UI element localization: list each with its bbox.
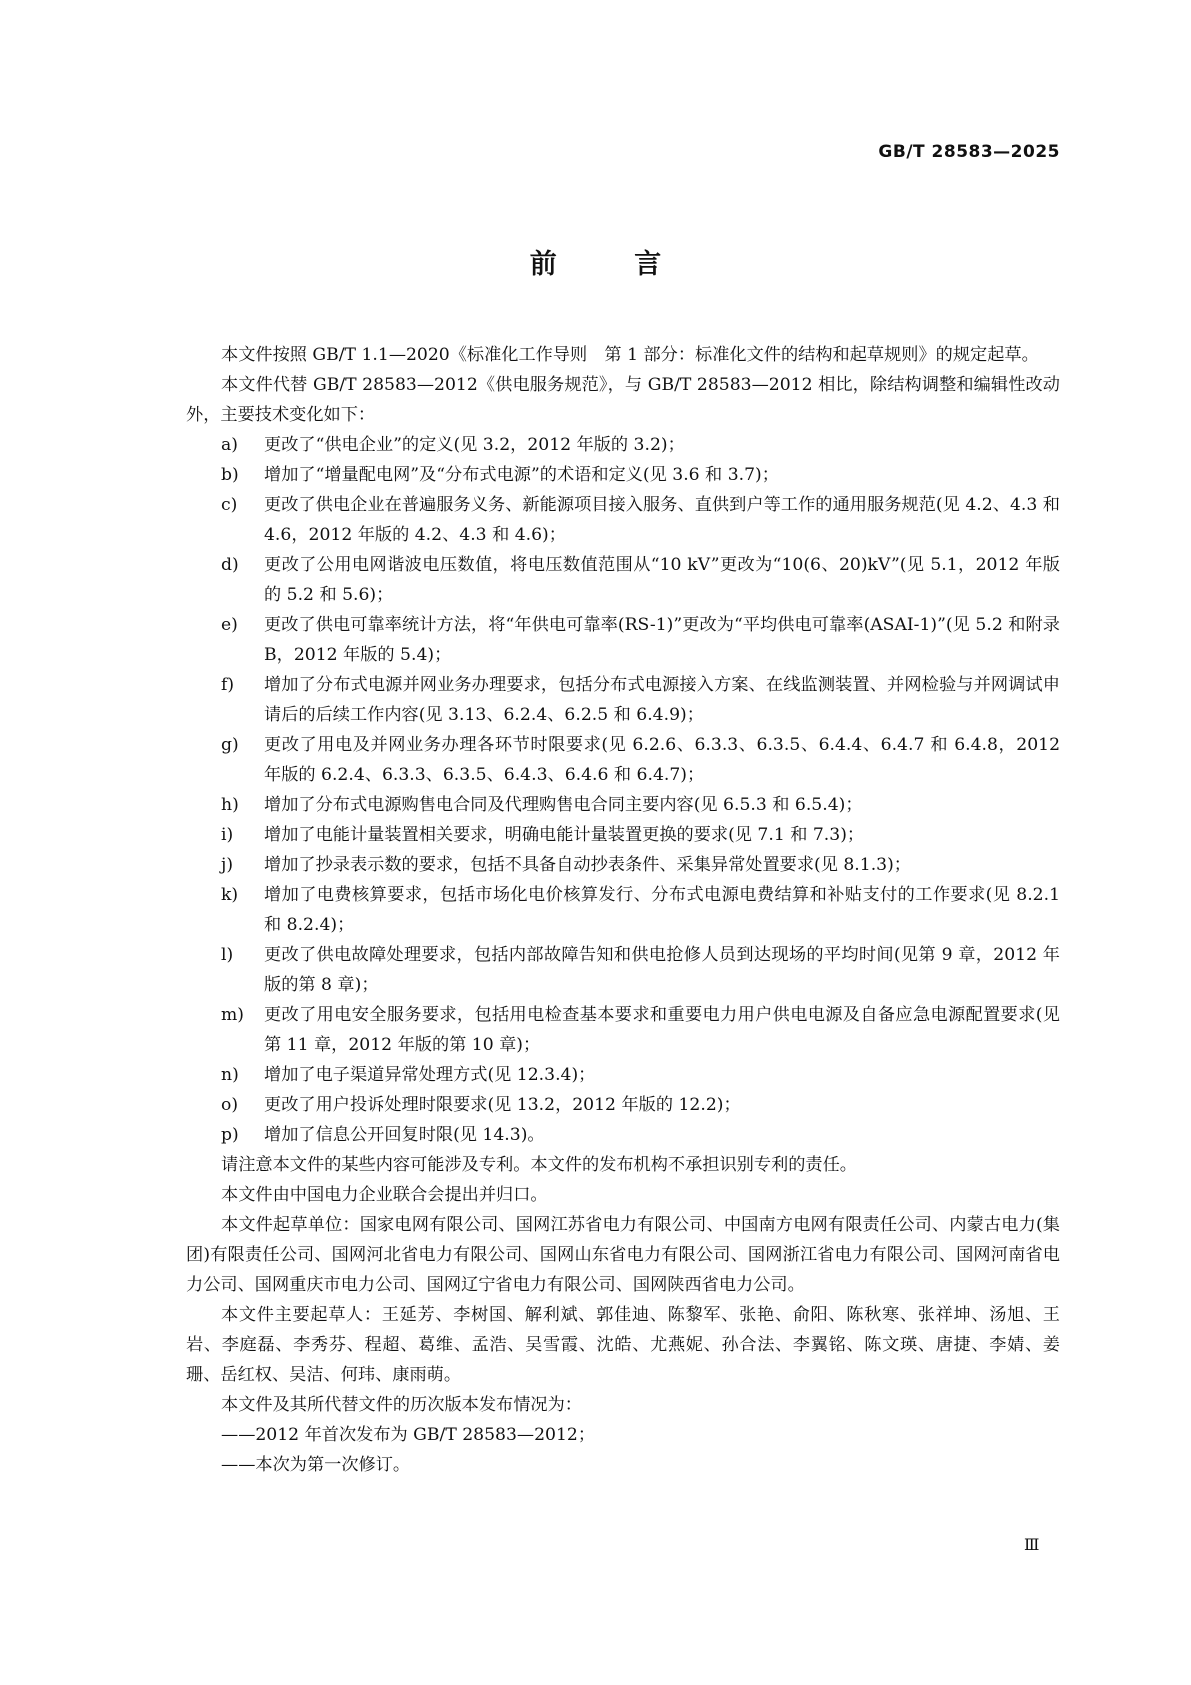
list-item: [186, 460, 1060, 490]
list-item-label: l): [221, 945, 234, 965]
list-item-text: 增加了分布式电源购售电合同及代理购售电合同主要内容(见 6.5.3 和 6.5.4)；: [264, 795, 863, 815]
list-item: [186, 850, 1060, 880]
list-item-label: m): [221, 1005, 245, 1025]
list-item: [186, 610, 1060, 670]
list-item: [186, 940, 1060, 1000]
intro-paragraph: 本文件代替 GB/T 28583—2012《供电服务规范》，与 GB/T 28583—2012 相比，除结构调整和编辑性改动外，主要技术变化如下：: [186, 375, 1060, 425]
list-item-text: 更改了用电安全服务要求，包括用电检查基本要求和重要电力用户供电电源及自备应急电源配置要求(见第 11 章，2012 年版的第 10 章)；: [264, 1005, 1060, 1055]
list-item-text: 增加了抄录表示数的要求，包括不具备自动抄表条件、采集异常处置要求(见 8.1.3)；: [264, 855, 911, 875]
list-item-text: 更改了供电故障处理要求，包括内部故障告知和供电抢修人员到达现场的平均时间(见第 9 章，2012 年版的第 8 章)；: [264, 945, 1060, 995]
list-item-text: 增加了电子渠道异常处理方式(见 12.3.4)；: [264, 1065, 596, 1085]
list-item-label: b): [221, 465, 239, 485]
list-item-text: 增加了电费核算要求，包括市场化电价核算发行、分布式电源电费结算和补贴支付的工作要求(见 8.2.1 和 8.2.4)；: [264, 885, 1060, 935]
list-item-text: 增加了电能计量装置相关要求，明确电能计量装置更换的要求(见 7.1 和 7.3)；: [264, 825, 865, 845]
list-item: [186, 790, 1060, 820]
list-item: [186, 1090, 1060, 1120]
list-item: [186, 730, 1060, 790]
list-item: [186, 430, 1060, 460]
list-item: [186, 1060, 1060, 1090]
list-item-text: 更改了公用电网谐波电压数值，将电压数值范围从“10 kV”更改为“10(6、20)kV”(见 5.1，2012 年版的 5.2 和 5.6)；: [264, 555, 1060, 605]
list-item: [186, 550, 1060, 610]
list-item-label: n): [221, 1065, 239, 1085]
list-item: [186, 490, 1060, 550]
standard-number: GB/T 28583—2025: [878, 142, 1060, 162]
list-item-label: d): [221, 555, 239, 575]
list-item-label: i): [221, 825, 234, 845]
list-item-label: a): [221, 435, 238, 455]
patent-notice: 请注意本文件的某些内容可能涉及专利。本文件的发布机构不承担识别专利的责任。: [221, 1155, 857, 1175]
list-item: [186, 1120, 1060, 1150]
list-item-label: p): [221, 1125, 239, 1145]
list-item-label: f): [221, 675, 235, 695]
history-heading: 本文件及其所代替文件的历次版本发布情况为：: [221, 1395, 582, 1415]
list-item-text: 更改了“供电企业”的定义(见 3.2，2012 年版的 3.2)；: [264, 435, 685, 455]
list-item-label: g): [221, 735, 239, 755]
list-item-text: 增加了分布式电源并网业务办理要求，包括分布式电源接入方案、在线监测装置、并网检验与并网调试申请后的后续工作内容(见 3.13、6.2.4、6.2.5 和 6.4.9)；: [264, 675, 1060, 725]
list-item-text: 更改了供电企业在普遍服务义务、新能源项目接入服务、直供到户等工作的通用服务规范(见 4.2、4.3 和 4.6，2012 年版的 4.2、4.3 和 4.6)；: [264, 495, 1060, 545]
list-item-text: 更改了供电可靠率统计方法，将“年供电可靠率(RS-1)”更改为“平均供电可靠率(ASAI-1)”(见 5.2 和附录 B，2012 年版的 5.4)；: [264, 615, 1060, 665]
list-item-label: j): [221, 855, 234, 875]
list-item-label: c): [221, 495, 238, 515]
drafters: 本文件主要起草人：王延芳、李树国、解利斌、郭佳迪、陈黎军、张艳、俞阳、陈秋寒、张祥坤、汤旭、王岩、李庭磊、李秀芬、程超、葛维、孟浩、吴雪霞、沈皓、尤燕妮、孙合法、李翼铭、陈文瑛、唐捷、李婧、姜珊、岳红权、吴洁、何玮、康雨萌。: [186, 1305, 1060, 1385]
list-item: [186, 820, 1060, 850]
history-item: ——2012 年首次发布为 GB/T 28583—2012；: [221, 1425, 596, 1445]
page-number: Ⅲ: [1024, 1535, 1040, 1554]
list-item-text: 增加了“增量配电网”及“分布式电源”的术语和定义(见 3.6 和 3.7)；: [264, 465, 779, 485]
proposer-statement: 本文件由中国电力企业联合会提出并归口。: [221, 1185, 548, 1205]
list-item: [186, 670, 1060, 730]
list-item-label: e): [221, 615, 238, 635]
list-item-label: h): [221, 795, 239, 815]
history-item: ——本次为第一次修订。: [221, 1455, 411, 1475]
list-item: [186, 1000, 1060, 1060]
foreword-body: [186, 340, 1060, 1480]
list-item-text: 更改了用户投诉处理时限要求(见 13.2，2012 年版的 12.2)；: [264, 1095, 741, 1115]
list-item-label: o): [221, 1095, 239, 1115]
list-item-text: 增加了信息公开回复时限(见 14.3)。: [264, 1125, 545, 1145]
intro-paragraph: 本文件按照 GB/T 1.1—2020《标准化工作导则 第 1 部分：标准化文件的结构和起草规则》的规定起草。: [221, 345, 1039, 365]
list-item-text: 更改了用电及并网业务办理各环节时限要求(见 6.2.6、6.3.3、6.3.5、6.4.4、6.4.7 和 6.4.8，2012 年版的 6.2.4、6.3.3、6.3.5、6.4.3、6.4.6 和 6.4.7)；: [264, 735, 1060, 785]
list-item-label: k): [221, 885, 239, 905]
drafting-units: 本文件起草单位：国家电网有限公司、国网江苏省电力有限公司、中国南方电网有限责任公司、内蒙古电力(集团)有限责任公司、国网河北省电力有限公司、国网山东省电力有限公司、国网浙江省电力有限公司、国网河南省电力公司、国网重庆市电力公司、国网辽宁省电力有限公司、国网陕西省电力公司。: [186, 1215, 1060, 1295]
page-title: 前 言: [529, 249, 696, 280]
list-item: [186, 880, 1060, 940]
